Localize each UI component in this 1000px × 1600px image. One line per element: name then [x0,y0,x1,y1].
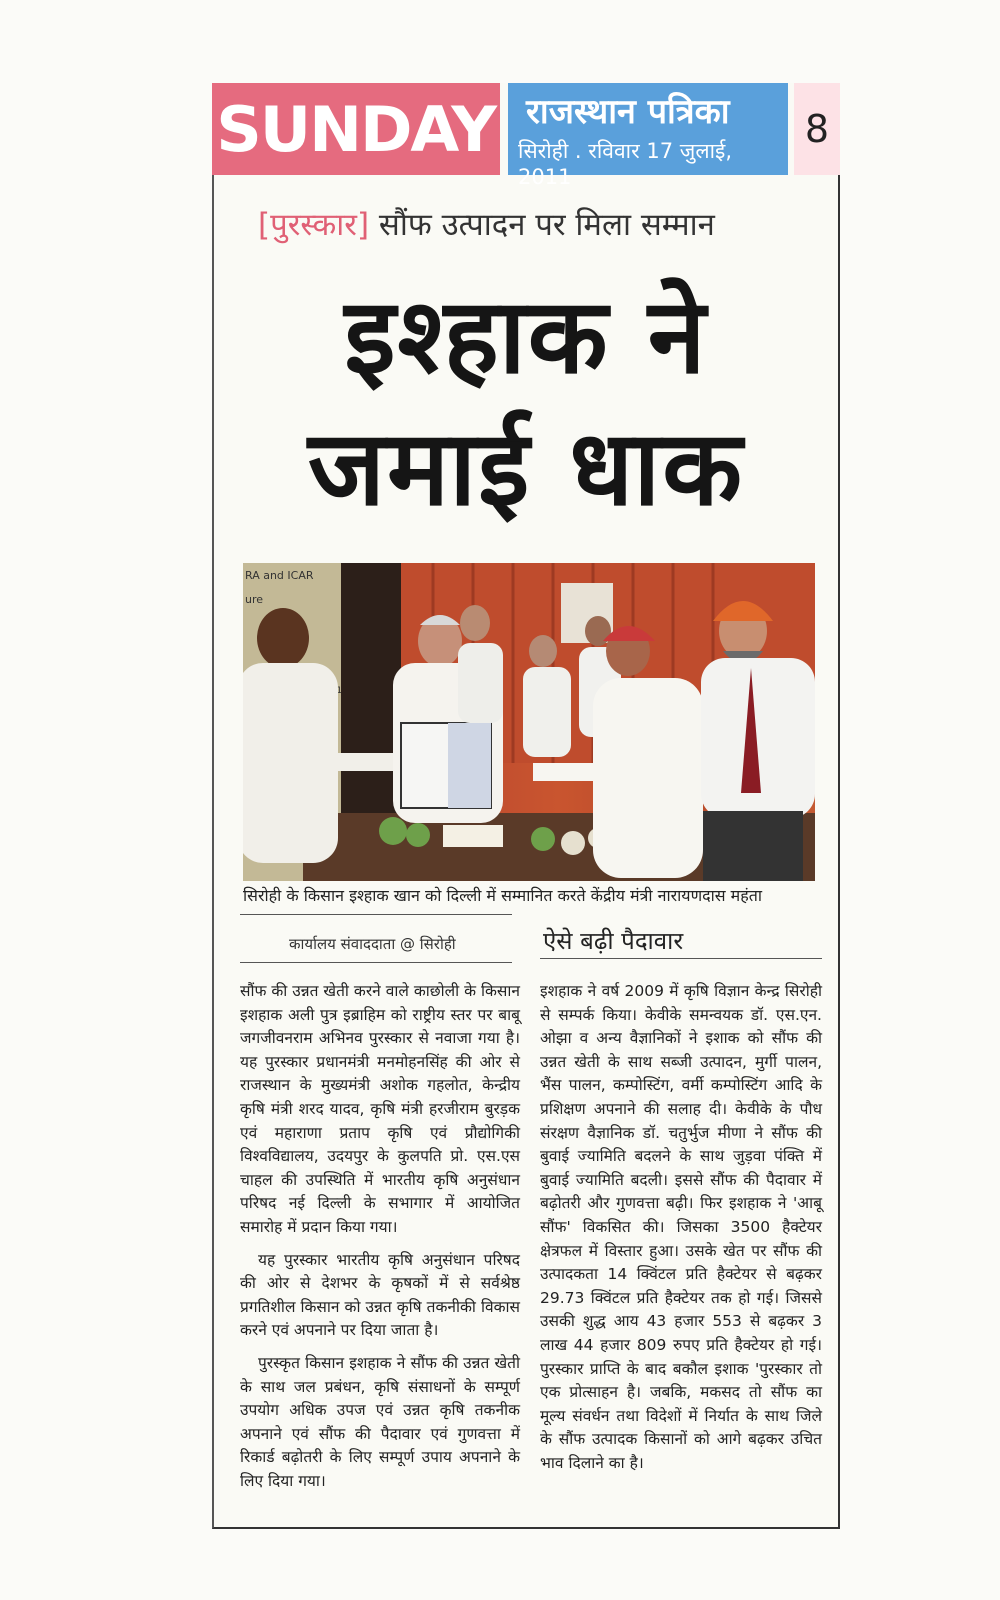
photo-caption: सिरोही के किसान इश्हाक खान को दिल्ली में सम्मानित करते केंद्रीय मंत्री नारायणदास महंता [243,886,763,905]
subhead: ऐसे बढ़ी पैदावार [543,927,684,955]
byline: कार्यालय संवाददाता @ सिरोही [289,935,456,953]
paper-nameplate [508,83,788,189]
sunday-banner [212,83,500,175]
right-paragraph-1: इशहाक ने वर्ष 2009 में कृषि विज्ञान केन्द्र सिरोही से सम्पर्क किया। केवीके समन्वयक डॉ. एस.एन. ओझा व अन्य वैज्ञानिकों ने इशाक को सौंफ की उन्नत खेती के साथ सब्जी उत्पादन, मुर्गी पालन, भैंस पालन, कम्पोस्टिंग, वर्मी कम्पोस्टिंग आदि के प्रशिक्षण अपनाने की सलाह दी। केवीके के पौध संरक्षण वैज्ञानिक डॉ. चतुर्भुज मीणा ने सौंफ की बुवाई ज्यामिति बदलने के साथ जुड़वा पंक्ति में बुवाई ज्यामिति बदली। इससे सौंफ की पैदावार में बढ़ोतरी और गुणवत्ता बढ़ी। फिर इशहाक ने 'आबू सौंफ' विकसित की। जिसका 3500 हैक्टेयर क्षेत्रफल में विस्तार हुआ। उसके खेत पर सौंफ की उत्पादकता 14 क्विंटल प्रति हैक्टेयर से बढ़कर 29.73 क्विंटल प्रति हैक्टेयर तक हो गई। जिससे उसकी शुद्ध आय 43 हजार 553 से बढ़कर 3 लाख 44 हजार 809 रुपए प्रति हैक्टेयर हो गई। पुरस्कार प्राप्ति के बाद बकौल इशाक 'पुरस्कार तो एक प्रोत्साहन है। जबकि, मकसद तो सौंफ का मूल्य संवर्धन तथा विदेशों में निर्यात के साथ जिले के सौंफ उत्पादक किसानों को आगे बढ़कर उचित भाव दिलाने का है। [540,982,822,1472]
banner-text-2: ure [245,593,264,606]
left-paragraph-2: यह पुरस्कार भारतीय कृषि अनुसंधान परिषद की ओर से देशभर के कृषकों में से सर्वश्रेष्ठ प्रगतिशील किसान को उन्नत कृषि तकनीकी विकास करने एवं अपनाने पर दिया जाता है। [240,1250,520,1340]
kicker-tag: [पुरस्कार] [258,207,370,243]
headline-line-2: जमाई धाक [307,407,745,529]
page-number: 8 [794,83,840,175]
banner-text: RA and ICAR [245,569,314,582]
subhead-rule [540,958,822,959]
headline [218,270,834,534]
photo-illustration [243,563,815,881]
byline-rule [240,962,512,963]
masthead [212,83,840,189]
left-paragraph-1: सौंफ की उन्नत खेती करने वाले काछोली के किसान इशहाक अली पुत्र इब्राहिम को राष्ट्रीय स्तर पर बाबू जगजीवनराम अभिनव पुरस्कार से नवाजा गया है। यह पुरस्कार प्रधानमंत्री मनमोहनसिंह की ओर से राजस्थान के मुख्यमंत्री अशोक गहलोत, केन्द्रीय कृषि मंत्री शरद यादव, कृषि मंत्री हरजीराम बुरड़क एवं महाराणा प्रताप कृषि एवं प्रौद्योगिकी विश्वविद्यालय, उदयपुर के कुलपति प्रो. एस.एस चाहल की उपस्थिति में भारतीय कृषि अनुसंधान परिषद नई दिल्ली के सभागार में आयोजित समारोह में प्रदान किया गया। [240,982,520,1236]
sunday-label: SUNDAY [216,92,496,166]
left-paragraph-3: पुरस्कृत किसान इशहाक ने सौंफ की उन्नत खेती के साथ जल प्रबंधन, कृषि संसाधनों के सम्पूर्ण उपयोग अधिक उपज एवं उन्नत कृषि तकनीक अपनाने एवं सौंफ की पैदावार एवं गुणवत्ता में रिकार्ड बढ़ोतरी के लिए सम्पूर्ण उपाय अपनाने के लिए दिया गया। [240,1353,520,1490]
left-column [240,980,520,1502]
kicker [258,203,715,245]
award-photo [243,563,815,881]
dateline: सिरोही . रविवार 17 जुलाई, 2011 [518,139,733,189]
paper-name: राजस्थान पत्रिका [526,92,730,132]
kicker-text: सौंफ उत्पादन पर मिला सम्मान [378,207,715,243]
headline-line-1: इश्हाक ने [344,275,708,397]
caption-rule-left [240,914,512,915]
right-column [540,980,822,1484]
